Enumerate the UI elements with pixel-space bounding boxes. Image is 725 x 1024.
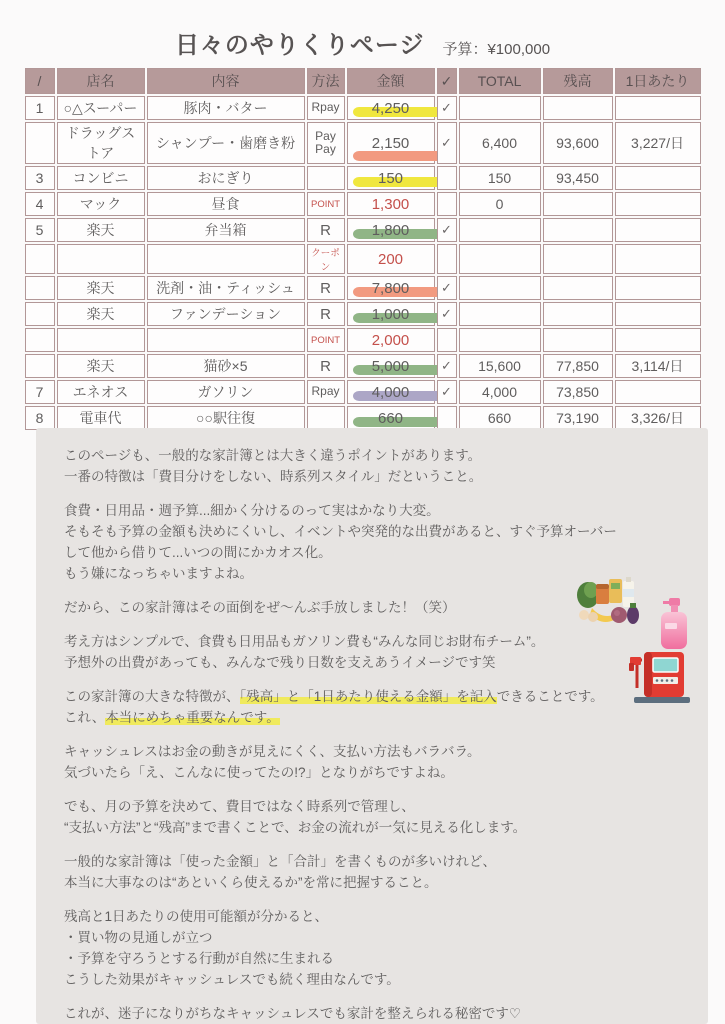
note-line	[64, 968, 694, 989]
groceries-icon	[576, 575, 640, 625]
cell-per-day	[615, 328, 701, 352]
note-text-segment: 予想外の出費があっても、みんなで残り日数を支えあうイメージです笑	[64, 655, 496, 670]
cell-store	[57, 244, 145, 274]
page-header	[0, 0, 725, 60]
soap-dispenser-icon	[659, 596, 689, 650]
note-text-segment: でも、月の予算を決めて、費目ではなく時系列で管理し、	[64, 799, 415, 814]
note-line	[64, 486, 694, 499]
cell-store: 楽天	[57, 354, 145, 378]
cell-total	[459, 328, 541, 352]
header-per-day: 1日あたり	[615, 68, 701, 94]
cell-amount: 2,000	[347, 328, 435, 352]
cell-day-number: 3	[25, 166, 55, 190]
table-row	[25, 380, 701, 404]
cell-total: 0	[459, 192, 541, 216]
header-amount: 金額	[347, 68, 435, 94]
cell-day-number	[25, 328, 55, 352]
cell-amount: 1,300	[347, 192, 435, 216]
table-row	[25, 122, 701, 164]
cell-per-day: 3,227/日	[615, 122, 701, 164]
note-text-segment: 気づいたら「え、こんなに使ってたの!?」となりがちですよね。	[64, 765, 454, 780]
cell-total	[459, 96, 541, 120]
note-text-segment: ・買い物の見通しが立つ	[64, 930, 213, 945]
note-line	[64, 837, 694, 850]
cell-balance: 73,190	[543, 406, 613, 430]
cell-amount: 150	[347, 166, 435, 190]
note-text-segment: 本当に大事なのは“あといくら使えるか”を常に把握すること。	[64, 875, 438, 890]
note-line	[64, 795, 694, 816]
cell-method: POINT	[307, 192, 345, 216]
note-text-segment: キャッシュレスはお金の動きが見えにくく、支払い方法もバラバラ。	[64, 744, 481, 759]
cell-method: R	[307, 276, 345, 300]
note-text-segment: こうした効果がキャッシュレスでも続く理由なんです。	[64, 972, 400, 987]
highlighted-text: 「残高」と「1日あたり使える金額」を記入	[239, 689, 497, 704]
note-panel	[36, 428, 708, 1024]
cell-check: ✓	[437, 354, 457, 378]
cell-description: ○○駅往復	[147, 406, 305, 430]
cell-total: 660	[459, 406, 541, 430]
note-line	[64, 651, 694, 672]
note-line	[64, 685, 694, 706]
cell-description	[147, 244, 305, 274]
cell-total: 150	[459, 166, 541, 190]
cell-balance	[543, 192, 613, 216]
note-line	[64, 761, 694, 782]
cell-balance	[543, 96, 613, 120]
cell-description	[147, 328, 305, 352]
cell-total: 6,400	[459, 122, 541, 164]
cell-method: R	[307, 218, 345, 242]
cell-amount: 1,000	[347, 302, 435, 326]
table-row	[25, 354, 701, 378]
note-line	[64, 727, 694, 740]
cell-method: Rpay	[307, 96, 345, 120]
cell-check	[437, 192, 457, 216]
cell-store: 電車代	[57, 406, 145, 430]
cell-store: ドラッグストア	[57, 122, 145, 164]
cell-day-number: 8	[25, 406, 55, 430]
cell-total	[459, 276, 541, 300]
header-method: 方法	[307, 68, 345, 94]
cell-check	[437, 328, 457, 352]
cell-method: Rpay	[307, 380, 345, 404]
header-day-number: /	[25, 68, 55, 94]
cell-day-number	[25, 122, 55, 164]
cell-store: エネオス	[57, 380, 145, 404]
table-row	[25, 96, 701, 120]
cell-total: 4,000	[459, 380, 541, 404]
header-description: 内容	[147, 68, 305, 94]
cell-check: ✓	[437, 302, 457, 326]
table-row	[25, 244, 701, 274]
cell-balance: 93,450	[543, 166, 613, 190]
table-row	[25, 302, 701, 326]
note-text-segment: そもそも予算の金額も決めにくいし、イベントや突発的な出費があると、すぐ予算オーバー	[64, 524, 617, 539]
cell-per-day: 3,114/日	[615, 354, 701, 378]
table-header-row	[25, 68, 701, 94]
cell-amount: 4,000	[347, 380, 435, 404]
cell-per-day	[615, 244, 701, 274]
note-line	[64, 630, 694, 651]
cell-method: R	[307, 354, 345, 378]
cell-balance	[543, 276, 613, 300]
cell-store: コンビニ	[57, 166, 145, 190]
cell-description: 昼食	[147, 192, 305, 216]
cell-check: ✓	[437, 276, 457, 300]
cell-balance	[543, 218, 613, 242]
cell-store: 楽天	[57, 276, 145, 300]
cell-total	[459, 218, 541, 242]
cell-check: ✓	[437, 380, 457, 404]
cell-method: クーポン	[307, 244, 345, 274]
note-line	[64, 892, 694, 905]
cell-check	[437, 406, 457, 430]
cell-balance: 73,850	[543, 380, 613, 404]
note-text-segment: 一般的な家計簿は「使った金額」と「合計」を書くものが多いけれど、	[64, 854, 496, 869]
cell-per-day	[615, 96, 701, 120]
cell-day-number: 1	[25, 96, 55, 120]
cell-per-day	[615, 166, 701, 190]
note-text-segment: これが、迷子になりがちなキャッシュレスでも家計を整えられる秘密です♡	[64, 1006, 521, 1021]
cell-balance	[543, 302, 613, 326]
cell-balance: 77,850	[543, 354, 613, 378]
cell-method: Pay Pay	[307, 122, 345, 164]
cell-day-number	[25, 302, 55, 326]
cell-description: ファンデーション	[147, 302, 305, 326]
cell-balance	[543, 328, 613, 352]
cell-amount: 2,150	[347, 122, 435, 164]
note-text-segment: “支払い方法”と“残高”まで書くことで、お金の流れが一気に見える化します。	[64, 820, 527, 835]
cell-store: マック	[57, 192, 145, 216]
table-row	[25, 328, 701, 352]
header-balance: 残高	[543, 68, 613, 94]
cell-day-number: 4	[25, 192, 55, 216]
cell-description: おにぎり	[147, 166, 305, 190]
cell-check: ✓	[437, 218, 457, 242]
cell-per-day	[615, 218, 701, 242]
fuel-pump-icon	[628, 650, 696, 704]
cell-per-day	[615, 276, 701, 300]
table-row	[25, 276, 701, 300]
cell-description: 猫砂×5	[147, 354, 305, 378]
note-line	[64, 499, 694, 520]
note-text-segment: ・予算を守ろうとする行動が自然に生まれる	[64, 951, 334, 966]
header-check: ✓	[437, 68, 457, 94]
cell-per-day: 3,326/日	[615, 406, 701, 430]
cell-total	[459, 244, 541, 274]
cell-amount: 200	[347, 244, 435, 274]
note-text-segment: この家計簿の大きな特徴が、	[64, 689, 240, 704]
note-line	[64, 850, 694, 871]
cell-store: 楽天	[57, 218, 145, 242]
cell-amount: 4,250	[347, 96, 435, 120]
header-store: 店名	[57, 68, 145, 94]
note-text	[36, 428, 708, 1023]
note-text-segment: 残高と1日あたりの使用可能額が分かると、	[64, 909, 329, 924]
cell-day-number: 5	[25, 218, 55, 242]
cell-check	[437, 244, 457, 274]
note-line	[64, 444, 694, 465]
cell-store	[57, 328, 145, 352]
cell-store: ○△スーパー	[57, 96, 145, 120]
table-row	[25, 166, 701, 190]
budget-label: 予算：¥100,000	[442, 41, 551, 58]
note-line	[64, 989, 694, 1002]
note-line	[64, 871, 694, 892]
cell-description: シャンプー・歯磨き粉	[147, 122, 305, 164]
cell-description: 豚肉・バター	[147, 96, 305, 120]
note-line	[64, 706, 694, 727]
cell-per-day	[615, 380, 701, 404]
note-line	[64, 816, 694, 837]
note-text-segment: 考え方はシンプルで、食費も日用品もガソリン費も“みんな同じお財布チーム”。	[64, 634, 545, 649]
note-line	[64, 1002, 694, 1023]
note-line	[64, 672, 694, 685]
cell-day-number	[25, 354, 55, 378]
highlight-marker	[353, 151, 447, 161]
page-title: 日々のやりくりページ	[174, 32, 425, 59]
note-line	[64, 947, 694, 968]
note-text-segment: このページも、一般的な家計簿とは大きく違うポイントがあります。	[64, 448, 482, 463]
note-text-segment: 一番の特徴は「費目分けをしない、時系列スタイル」だということ。	[64, 469, 483, 484]
note-text-segment: これ、	[64, 710, 106, 725]
cell-amount: 1,800	[347, 218, 435, 242]
note-line	[64, 926, 694, 947]
cell-amount: 5,000	[347, 354, 435, 378]
cell-balance: 93,600	[543, 122, 613, 164]
note-text-segment: して他から借りて...いつの間にかカオス化。	[64, 545, 332, 560]
note-text-segment: もう嫌になっちゃいますよね。	[64, 566, 253, 581]
cell-day-number: 7	[25, 380, 55, 404]
note-line	[64, 465, 694, 486]
note-line	[64, 905, 694, 926]
cell-balance	[543, 244, 613, 274]
cell-amount: 660	[347, 406, 435, 430]
cell-total: 15,600	[459, 354, 541, 378]
cell-description: 洗剤・油・ティッシュ	[147, 276, 305, 300]
cell-description: 弁当箱	[147, 218, 305, 242]
cell-check: ✓	[437, 122, 457, 164]
note-line	[64, 740, 694, 761]
note-text-segment: だから、この家計簿はその面倒をぜ〜んぶ手放しました！（笑）	[64, 600, 456, 615]
cell-check	[437, 166, 457, 190]
note-line	[64, 541, 694, 562]
cell-day-number	[25, 244, 55, 274]
cell-method	[307, 406, 345, 430]
cell-method: R	[307, 302, 345, 326]
table-row	[25, 406, 701, 430]
kakeibo-table	[23, 66, 703, 432]
cell-check: ✓	[437, 96, 457, 120]
cell-description: ガソリン	[147, 380, 305, 404]
cell-total	[459, 302, 541, 326]
cell-method	[307, 166, 345, 190]
note-text-segment: 食費・日用品・週予算...細かく分けるのって実はかなり大変。	[64, 503, 440, 518]
note-line	[64, 782, 694, 795]
cell-per-day	[615, 192, 701, 216]
table-row	[25, 218, 701, 242]
header-total: TOTAL	[459, 68, 541, 94]
highlighted-text: 本当にめちゃ重要なんです。	[105, 710, 280, 725]
note-text-segment: できることです。	[496, 689, 604, 704]
note-line	[64, 520, 694, 541]
cell-amount: 7,800	[347, 276, 435, 300]
cell-method: POINT	[307, 328, 345, 352]
table-row	[25, 192, 701, 216]
cell-per-day	[615, 302, 701, 326]
cell-store: 楽天	[57, 302, 145, 326]
cell-day-number	[25, 276, 55, 300]
